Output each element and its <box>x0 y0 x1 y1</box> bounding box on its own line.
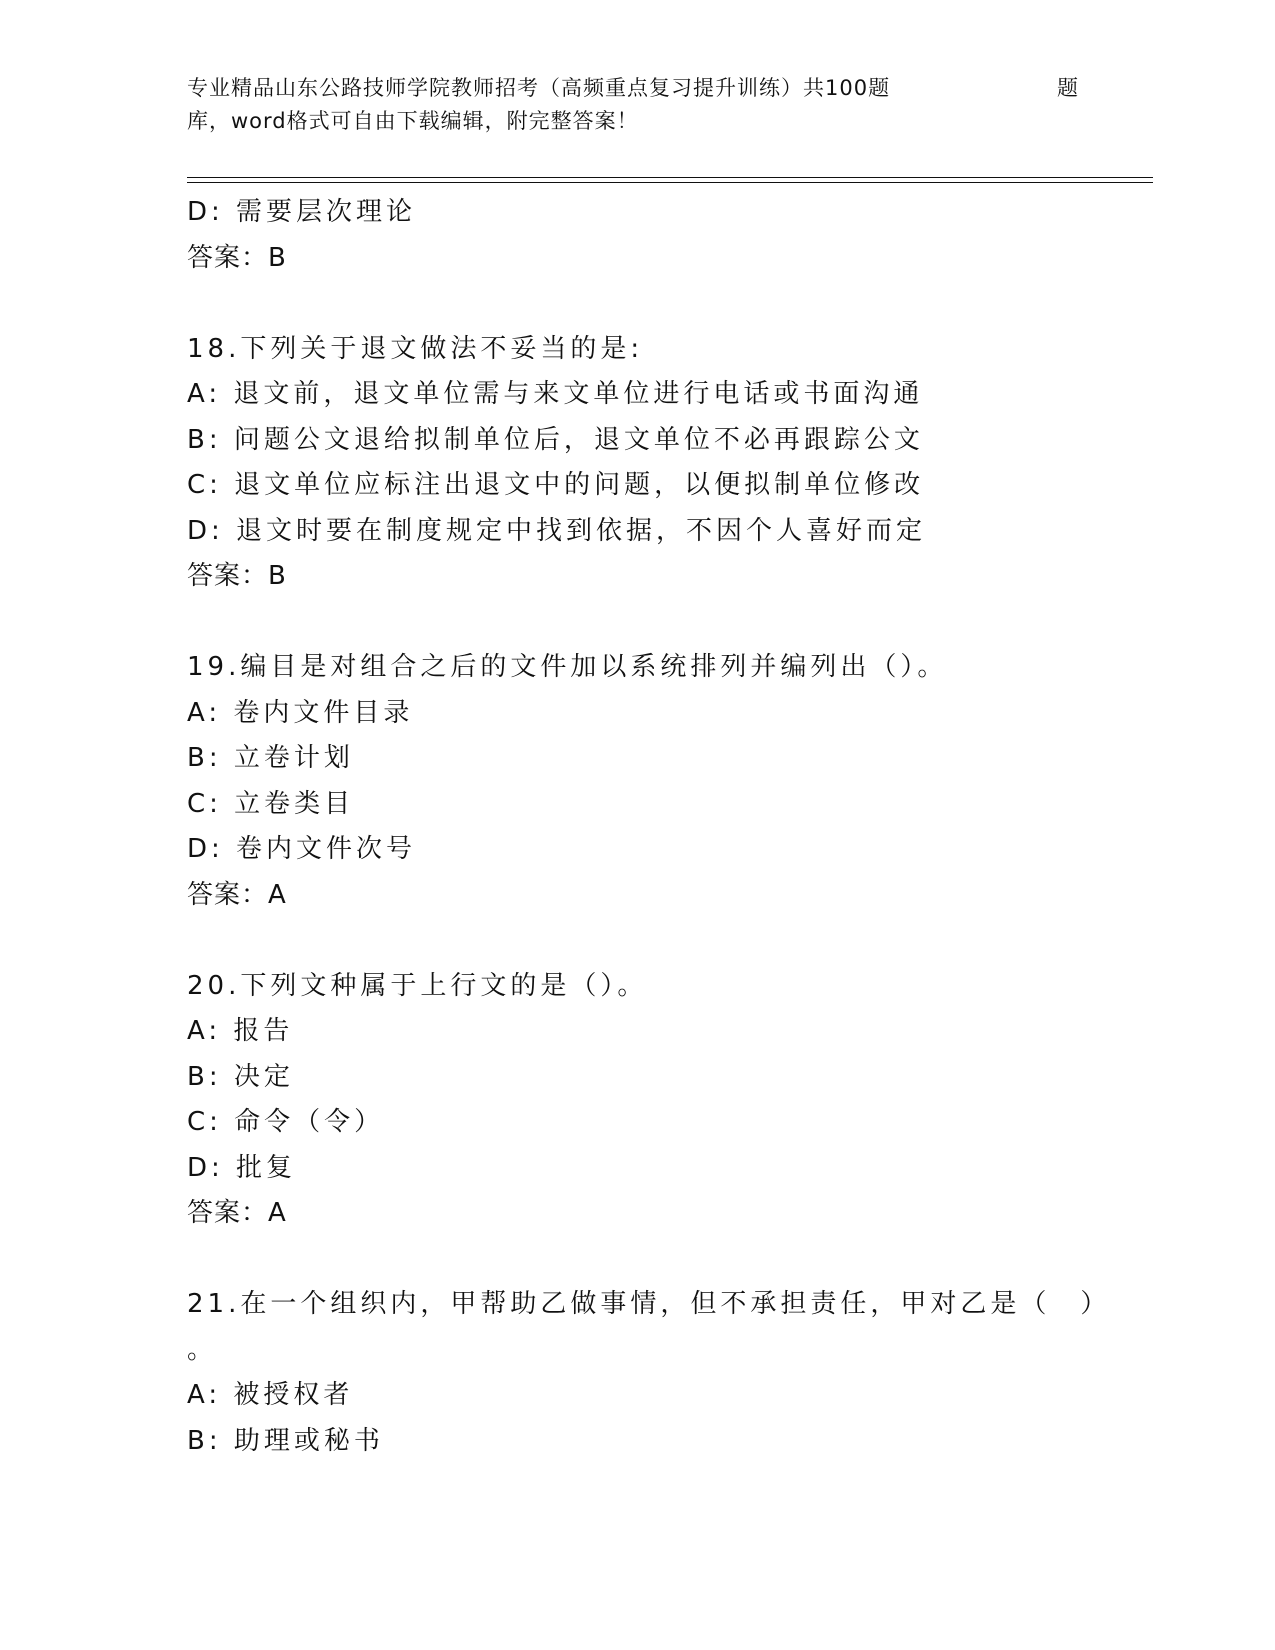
q19-option-d: D: 卷内文件次号 <box>187 834 417 864</box>
q20-option-c: C: 命令（令） <box>187 1107 385 1137</box>
header-line-1-tail: 题 <box>1057 76 1079 100</box>
header-line-2: 库，word格式可自由下载编辑，附完整答案！ <box>187 109 639 133</box>
q20-option-b: B: 决定 <box>187 1061 294 1092</box>
spacer <box>187 600 1153 646</box>
q19-question: 19.编目是对组合之后的文件加以系统排列并编列出（）。 <box>187 652 948 682</box>
q18-option-d: D: 退文时要在制度规定中找到依据，不因个人喜好而定 <box>187 515 927 546</box>
q20-option-d: D: 批复 <box>187 1152 297 1183</box>
q17-answer: 答案：B <box>187 242 287 273</box>
q18-question: 18.下列关于退文做法不妥当的是: <box>187 333 644 364</box>
header-divider-top <box>187 177 1153 178</box>
q19-answer: 答案：A <box>187 879 287 910</box>
q20-option-a: A: 报告 <box>187 1016 294 1046</box>
spacer <box>187 281 1153 327</box>
q21-option-b: B: 助理或秘书 <box>187 1425 384 1456</box>
spacer <box>187 918 1153 964</box>
q18-option-b: B: 问题公文退给拟制单位后，退文单位不必再跟踪公文 <box>187 424 924 455</box>
q20-question: 20.下列文种属于上行文的是（）。 <box>187 970 648 1001</box>
question-list <box>187 190 1153 1464</box>
header-divider-bottom <box>187 182 1153 183</box>
q18-option-c: C: 退文单位应标注出退文中的问题，以便拟制单位修改 <box>187 470 925 500</box>
q18-answer: 答案：B <box>187 561 287 591</box>
q18-option-a: A: 退文前，退文单位需与来文单位进行电话或书面沟通 <box>187 379 924 409</box>
q17-option-d: D: 需要层次理论 <box>187 197 417 227</box>
q20-answer: 答案：A <box>187 1198 287 1228</box>
q19-option-c: C: 立卷类目 <box>187 788 355 819</box>
q21-question: 21.在一个组织内，甲帮助乙做事情，但不承担责任，甲对乙是（ ） <box>187 1289 1111 1319</box>
q21-option-a: A: 被授权者 <box>187 1380 354 1410</box>
document-header <box>187 72 1092 138</box>
q21-question-continuation: 。 <box>187 1334 214 1365</box>
q19-option-b: B: 立卷计划 <box>187 743 354 773</box>
header-line-1: 专业精品山东公路技师学院教师招考（高频重点复习提升训练）共100题 <box>187 76 891 100</box>
spacer <box>187 1237 1153 1283</box>
q19-option-a: A: 卷内文件目录 <box>187 697 414 728</box>
